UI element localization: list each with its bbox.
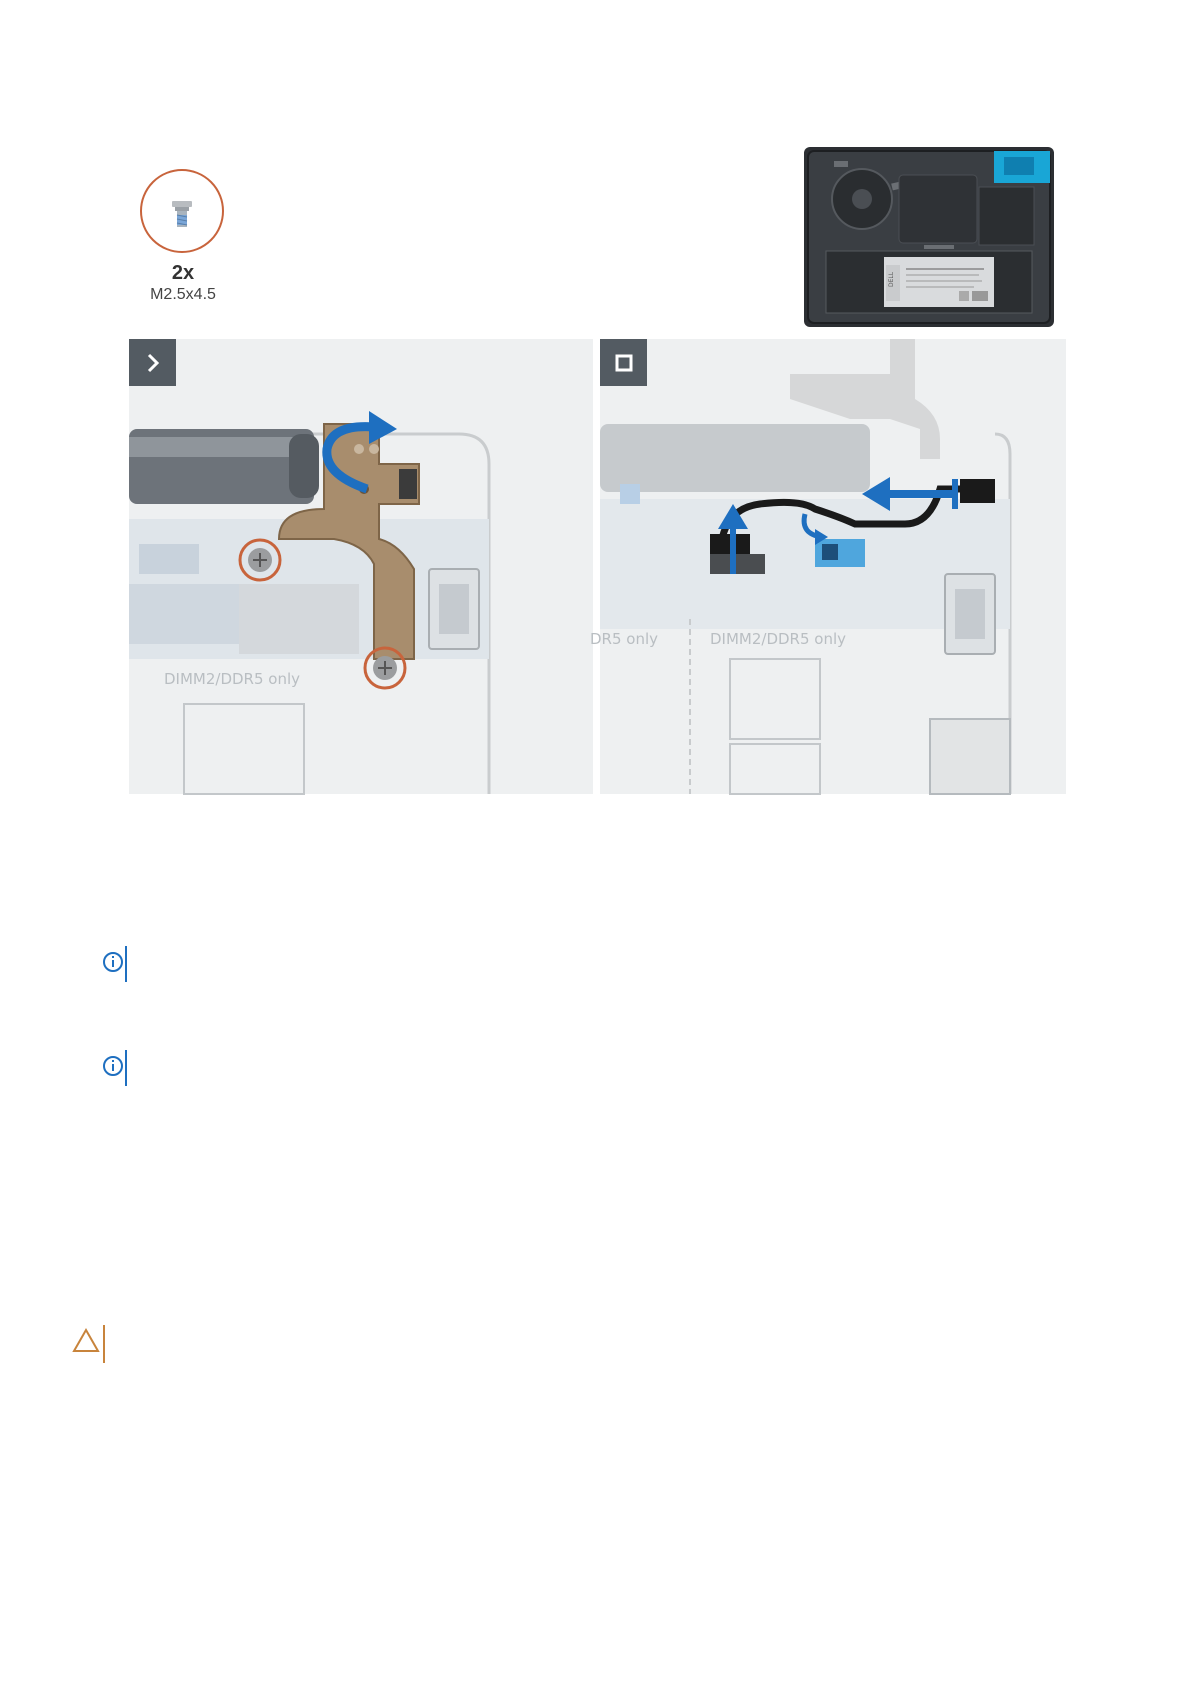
overview-image	[804, 147, 1054, 327]
dimm-silkscreen-b: DIMM2/DDR5 only	[710, 630, 847, 648]
cable-disconnect-illustration	[590, 339, 1066, 794]
dimm-silkscreen-a: DR5 only	[590, 630, 659, 648]
hinge-screws-illustration	[129, 339, 593, 794]
step-badge-right	[600, 339, 647, 386]
step-panel-right	[590, 339, 1066, 794]
chevron-right-icon	[143, 353, 163, 373]
dimm-silkscreen: DIMM2/DDR5 only	[164, 670, 301, 688]
screw-icon	[142, 171, 222, 251]
step-panel-left	[129, 339, 593, 794]
screw-quantity: 2x	[171, 262, 195, 284]
info-icon	[103, 946, 129, 982]
note-1	[103, 946, 129, 982]
stop-square-icon	[614, 353, 634, 373]
caution-note	[73, 1325, 109, 1363]
screw-callout	[140, 169, 224, 253]
battery-brand: DELL	[888, 271, 895, 287]
info-icon	[103, 1050, 129, 1086]
caution-icon	[73, 1325, 109, 1363]
step-badge-left	[129, 339, 176, 386]
note-2	[103, 1050, 129, 1086]
screw-spec: M2.5x4.5	[150, 286, 216, 303]
